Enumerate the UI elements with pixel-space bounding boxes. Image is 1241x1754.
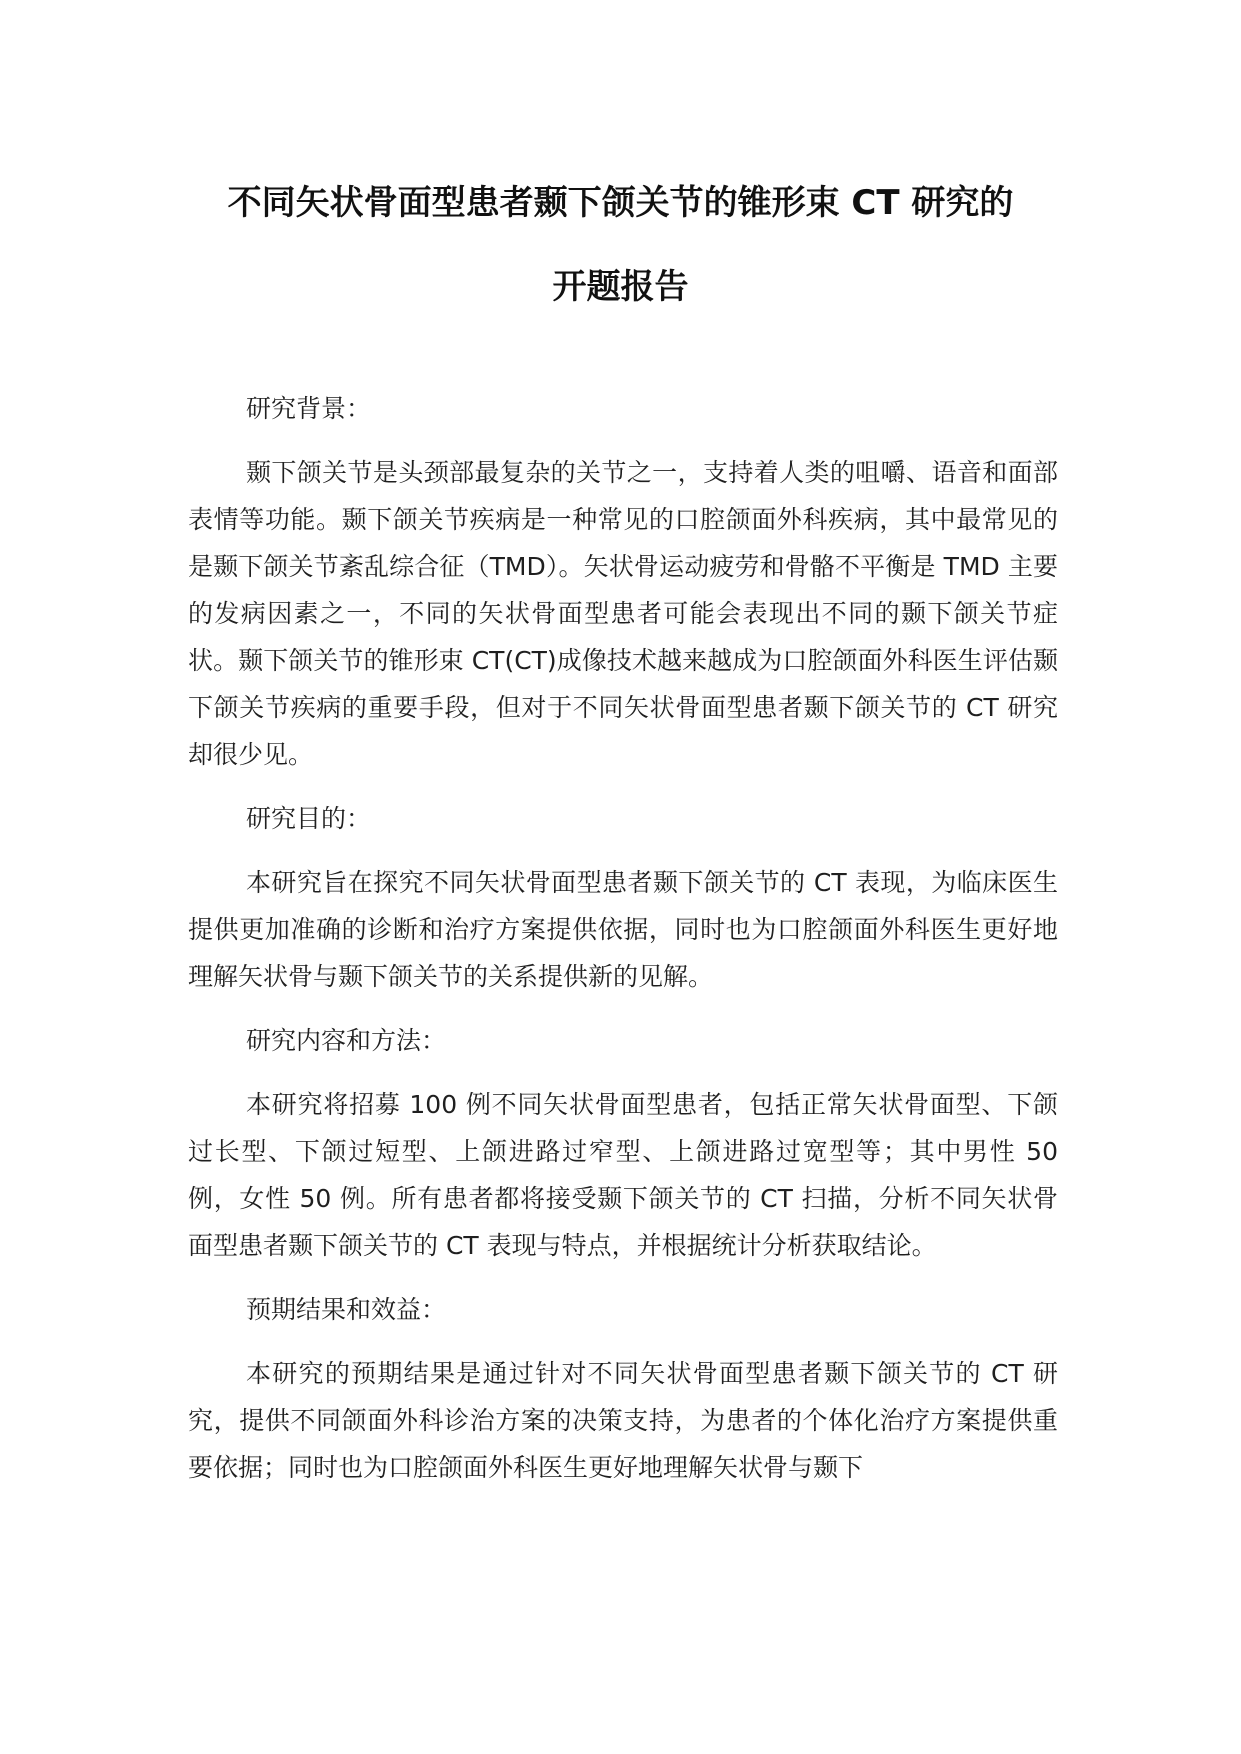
section-heading-methods: 研究内容和方法： <box>246 1026 447 1055</box>
section-text-methods: 本研究将招募 100 例不同矢状骨面型患者，包括正常矢状骨面型、下颌过长型、下颌过短型、上颌进路过窄型、上颌进路过宽型等；其中男性 50 例，女性 50 例。所有患者都将接受颞下颌关节的 CT 扫描，分析不同矢状骨面型患者颞下颌关节的 CT 表现与特点，并根据统计分析获取结论。 <box>188 1090 1058 1260</box>
section-heading-expected-results: 预期结果和效益： <box>246 1295 447 1324</box>
section-text-purpose: 本研究旨在探究不同矢状骨面型患者颞下颌关节的 CT 表现，为临床医生提供更加准确的诊断和治疗方案提供依据，同时也为口腔颌面外科医生更好地理解矢状骨与颞下颌关节的关系提供新的见解。 <box>188 868 1058 991</box>
document-title-line-1: 不同矢状骨面型患者颞下颌关节的锥形束 CT 研究的 <box>227 183 1014 223</box>
document-title-line-2: 开题报告 <box>552 267 689 307</box>
section-heading-purpose: 研究目的： <box>246 804 372 833</box>
section-text-background: 颞下颌关节是头颈部最复杂的关节之一，支持着人类的咀嚼、语音和面部表情等功能。颞下颌关节疾病是一种常见的口腔颌面外科疾病，其中最常见的是颞下颌关节紊乱综合征（TMD）。矢状骨运动疲劳和骨骼不平衡是 TMD 主要的发病因素之一，不同的矢状骨面型患者可能会表现出不同的颞下颌关节症状。颞下颌关节的锥形束 CT(CT)成像技术越来越成为口腔颌面外科医生评估颞下颌关节疾病的重要手段，但对于不同矢状骨面型患者颞下颌关节的 CT 研究却很少见。 <box>188 458 1058 769</box>
document-body <box>188 385 1058 1508</box>
section-heading-background: 研究背景： <box>246 394 372 423</box>
section-text-expected-results: 本研究的预期结果是通过针对不同矢状骨面型患者颞下颌关节的 CT 研究，提供不同颌面外科诊治方案的决策支持，为患者的个体化治疗方案提供重要依据；同时也为口腔颌面外科医生更好地理解矢状骨与颞下 <box>188 1359 1058 1482</box>
